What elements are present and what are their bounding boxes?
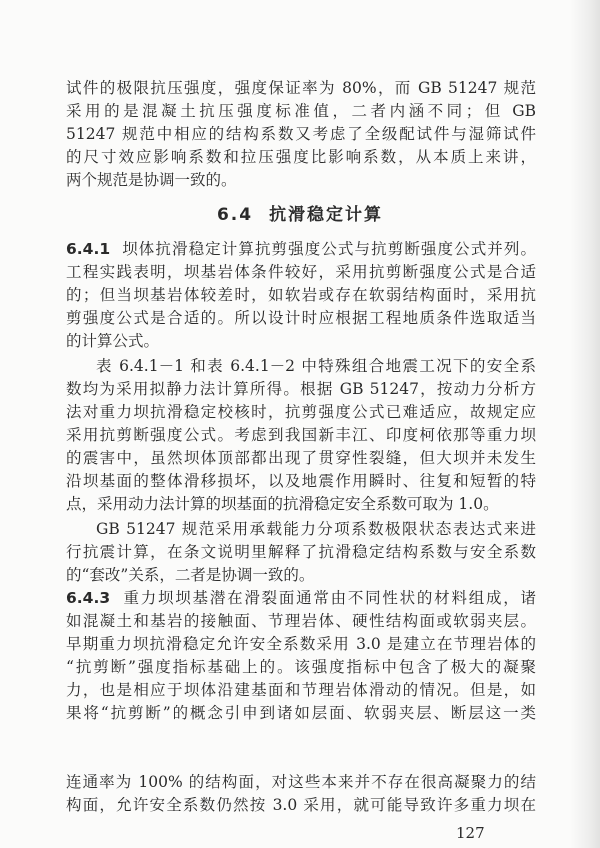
text-line: 早期重力坝抗滑稳定允许安全系数采用 3.0 是建立在节理岩体的 [66,635,536,653]
text-line: 力，也是相应于坝体沿建基面和节理岩体滑动的情况。但是，如 [66,681,536,699]
clause-first-line [66,588,536,608]
text-line: 如混凝土和基岩的接触面、节理岩体、硬性结构面或软弱夹层。 [66,612,536,630]
text-line: 两个规范是协调一致的。 [66,171,237,189]
text-line: 采用抗剪断强度公式。考虑到我国新丰江、印度柯依那等重力坝 [66,426,536,444]
text-line: 的；但当坝基岩体较差时，如软岩或存在软弱结构面时，采用抗 [66,286,536,304]
text-line: 果将“抗剪断”的概念引申到诸如层面、软弱夹层、断层这一类 [66,704,536,722]
text-line: 的震害中，虽然坝体顶部都出现了贯穿性裂缝，但大坝并未发生 [66,449,536,467]
clause-text: 重力坝坝基潜在滑裂面通常由不同性状的材料组成，诸 [123,589,536,607]
section-number: 6.4 [216,205,254,225]
clause-first-line [66,239,536,259]
text-line: 工程实践表明，坝基岩体条件较好，采用抗剪断强度公式是合适 [66,263,536,281]
text-line: 的“套改”关系，二者是协调一致的。 [66,566,315,584]
text-line: 的尺寸效应影响系数和拉压强度比影响系数，从本质上来讲， [66,148,536,166]
text-line: 表 6.4.1－1 和表 6.4.1－2 中特殊组合地震工况下的安全系 [96,357,536,375]
page-number: 127 [456,824,485,842]
text-line: 沿坝基面的整体滑移损坏，以及地震作用瞬时、往复和短暂的特 [66,472,536,490]
clause-number: 6.4.3 [66,589,111,607]
text-line: 点，采用动力法计算的坝基面的抗滑稳定安全系数可取为 1.0。 [66,495,499,513]
section-heading [0,203,600,227]
text-line: GB 51247 规范采用承载能力分项系数极限状态表达式来进 [96,520,536,538]
clause-number: 6.4.1 [66,240,111,258]
text-line: 试件的极限抗压强度，强度保证率为 80%，而 GB 51247 规范 [66,79,536,97]
clause-text: 坝体抗滑稳定计算抗剪强度公式与抗剪断强度公式并列。 [122,240,536,258]
text-line: 数均为采用拟静力法计算所得。根据 GB 51247，按动力分析方 [66,380,536,398]
text-line: 采用的是混凝土抗压强度标准值，二者内涵不同；但 GB [66,102,536,120]
text-line: 51247 规范中相应的结构系数又考虑了全级配试件与湿筛试件 [66,125,536,143]
section-title: 抗滑稳定计算 [269,205,384,225]
page-edge-shadow [570,0,600,848]
text-line: 的计算公式。 [66,332,160,350]
text-line: 构面，允许安全系数仍然按 3.0 采用，就可能导致许多重力坝在 [66,796,536,814]
text-line: 剪强度公式是合适的。所以设计时应根据工程地质条件选取适当 [66,309,536,327]
text-line: 法对重力坝抗滑稳定校核时，抗剪强度公式已难适应，故规定应 [66,403,536,421]
text-line: 连通率为 100% 的结构面，对这些本来并不存在很高凝聚力的结 [66,773,536,791]
text-line: “抗剪断”强度指标基础上的。该强度指标中包含了极大的凝聚 [66,658,536,676]
text-line: 行抗震计算，在条文说明里解释了抗滑稳定结构系数与安全系数 [66,543,536,561]
